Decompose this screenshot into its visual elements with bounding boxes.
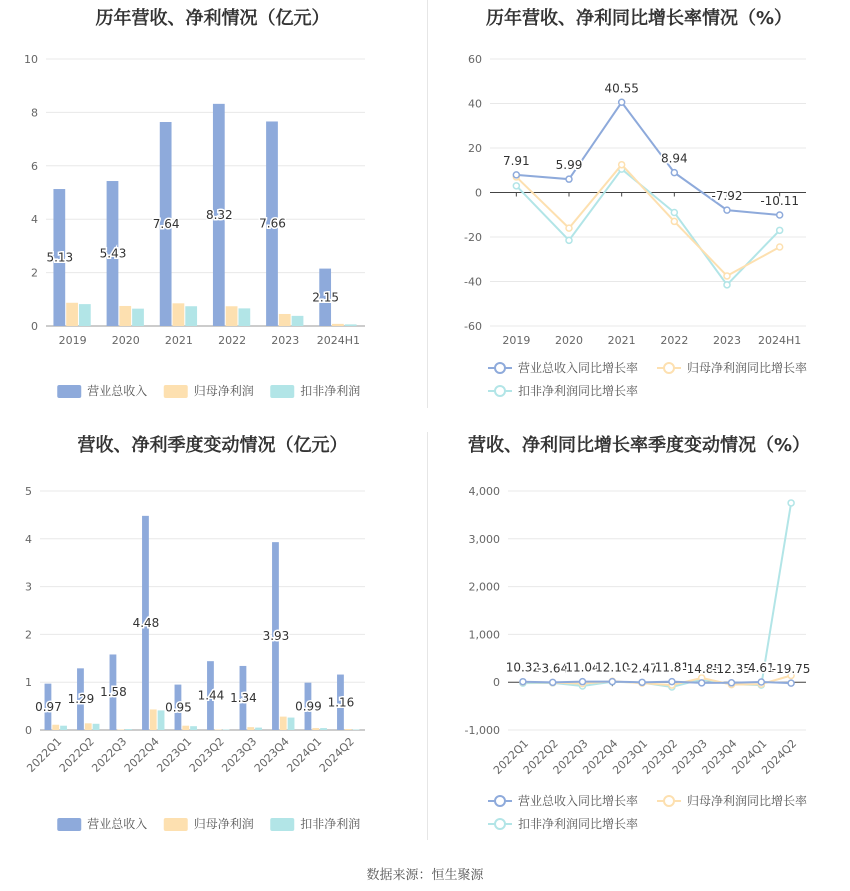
data-label: 8.32 [205,207,233,222]
bar-deducted [185,306,197,326]
bar-deducted [79,304,91,326]
bar-deducted [158,710,165,730]
series-line [523,503,791,687]
bar-deducted [93,724,100,730]
chart-title: 历年营收、净利情况（亿元） [95,8,330,29]
annual-growth-chart [428,0,850,420]
y-tick-label: 6 [31,159,38,173]
data-point [639,679,645,685]
x-tick-label: 2022Q2 [56,734,97,775]
chart-title: 营收、净利同比增长率季度变动情况（%） [467,435,811,456]
x-tick-label: 2022Q4 [121,734,162,775]
legend-label: 归母净利润同比增长率 [687,794,808,808]
legend-swatch [57,385,81,398]
data-point [580,679,586,685]
data-label: 1.29 [67,692,95,707]
bar-netprofit [215,730,222,731]
x-tick-label: 2023Q1 [610,736,651,777]
data-label: 3.93 [262,629,290,644]
x-tick-label: 2023 [713,334,741,347]
data-point [619,162,625,168]
x-tick-label: 2022Q3 [550,736,591,777]
legend-label: 归母净利润同比增长率 [687,361,808,375]
quarterly-bar-chart [0,425,425,845]
x-tick-label: 2024Q1 [729,736,770,777]
quarterly-growth-panel [428,425,850,845]
data-label: 4.61 [747,660,775,675]
data-label: 11.81 [654,660,690,675]
bar-netprofit [85,723,92,730]
data-label: 0.99 [295,699,322,714]
data-label: 12.10 [595,660,630,675]
legend-label: 归母净利润 [193,384,254,398]
y-tick-label: 2 [25,628,32,642]
legend-label: 扣非净利润同比增长率 [518,384,639,398]
data-label: 0.97 [35,699,62,714]
data-source: 数据来源：恒生聚源 [366,868,484,883]
x-tick-label: 2019 [502,334,531,347]
bar-deducted [132,309,144,326]
data-point [566,176,572,182]
bar-deducted [353,730,360,731]
data-point [566,237,572,243]
data-label: 7.91 [502,153,530,168]
legend-swatch [164,818,188,831]
series-line [516,169,779,285]
x-tick-label: 2022Q2 [520,736,561,777]
bar-deducted [288,718,295,730]
data-label: 4.48 [132,615,160,630]
bar-netprofit [332,324,344,326]
legend-label: 归母净利润 [193,817,254,831]
x-tick-label: 2024H1 [316,334,361,347]
legend-label: 营业总收入同比增长率 [518,361,639,375]
data-label: -7.92 [711,189,743,204]
x-tick-label: 2024Q2 [759,736,800,777]
bar-deducted [255,728,262,730]
y-tick-label: 0 [493,676,500,690]
x-tick-label: 2024H1 [758,334,802,347]
x-tick-label: 2022 [660,334,689,347]
bar-deducted [238,308,250,326]
bar-deducted [320,728,327,730]
y-tick-label: 0 [25,724,32,737]
y-tick-label: 20 [468,142,482,155]
data-label: 5.13 [46,250,74,265]
x-tick-label: 2023Q3 [669,736,710,777]
y-tick-label: 1,000 [468,628,500,642]
legend-swatch [664,363,674,373]
data-point [566,225,572,231]
y-tick-label: 3,000 [468,532,500,546]
bar-netprofit [312,728,319,730]
x-tick-label: 2022Q3 [89,734,130,775]
data-label: -10.11 [760,193,800,208]
x-tick-label: 2023Q4 [699,736,740,777]
legend-swatch [664,796,674,806]
y-tick-label: 40 [468,97,482,111]
x-tick-label: 2024Q2 [316,734,357,775]
data-label: 40.55 [604,81,639,96]
legend-label: 扣非净利润 [300,384,361,398]
x-tick-label: 2019 [58,334,87,347]
data-point [671,170,677,176]
bar-deducted [292,316,304,326]
x-tick-label: 2023 [271,334,300,347]
data-point [724,207,730,213]
data-label: 11.04 [565,660,600,675]
bar-netprofit [182,726,189,730]
chart-title: 营收、净利季度变动情况（亿元） [77,435,348,456]
x-tick-label: 2022 [218,334,247,347]
annual-bar-panel [0,0,425,420]
legend-label: 营业总收入 [87,384,148,398]
x-tick-label: 2020 [555,334,583,347]
x-tick-label: 2023Q3 [219,734,260,775]
bar-netprofit [345,729,352,730]
chart-title: 历年营收、净利同比增长率情况（%） [485,8,793,29]
legend-swatch [495,819,505,829]
data-label: 5.99 [555,158,583,173]
legend-swatch [57,818,81,831]
y-tick-label: 4 [25,532,32,546]
data-point [520,679,526,685]
data-point [671,218,677,224]
data-label: -19.75 [771,662,811,677]
data-point [669,679,675,685]
legend-label: 营业总收入 [87,817,148,831]
legend-swatch [495,363,505,373]
data-point [758,679,764,685]
data-label: 7.64 [152,217,180,232]
x-tick-label: 2023Q2 [186,734,227,775]
data-label: -14.85 [682,661,722,676]
quarterly-bar-panel [0,425,425,845]
legend-swatch [270,818,294,831]
series-line [523,676,791,686]
y-tick-label: 10 [24,53,38,66]
legend-label: 营业总收入同比增长率 [518,794,639,808]
bar-netprofit [150,709,157,730]
bar-netprofit [226,306,238,326]
bar-deducted [345,324,357,326]
y-tick-label: -20 [464,231,482,244]
data-label: 10.32 [505,660,541,675]
bar-netprofit [66,303,78,326]
data-point [777,212,783,218]
y-tick-label: 0 [31,320,38,333]
x-tick-label: 2023Q2 [639,736,681,777]
data-point [729,680,735,686]
bar-netprofit [173,303,185,326]
x-tick-label: 2023Q4 [251,734,292,775]
series-line [516,165,779,276]
data-point [550,679,556,685]
data-point [619,99,625,105]
y-tick-label: -1,000 [464,724,500,737]
series-line [523,682,791,684]
data-label: 7.66 [259,216,286,231]
bar-netprofit [279,314,291,326]
bar-netprofit [247,727,254,730]
y-tick-label: 5 [25,485,32,498]
bar-deducted [190,726,197,730]
legend-swatch [270,385,294,398]
data-label: 1.34 [230,690,257,705]
bar-deducted [60,726,67,730]
data-label: -12.35 [712,661,751,676]
y-tick-label: 2 [31,266,38,280]
bar-deducted [223,730,230,731]
legend-swatch [164,385,188,398]
y-tick-label: 4 [31,213,38,227]
data-point [609,679,615,685]
bar-netprofit [119,306,131,326]
legend-label: 扣非净利润同比增长率 [518,817,639,831]
legend-label: 扣非净利润 [300,817,361,831]
data-label: -3.64 [537,661,569,676]
data-point [513,183,519,189]
data-point [513,172,519,178]
data-label: 1.16 [327,695,355,710]
y-tick-label: 60 [468,53,482,66]
x-tick-label: 2022Q1 [490,736,532,777]
bar-netprofit [280,717,287,730]
data-label: 2.15 [312,290,340,305]
y-tick-label: 8 [31,106,38,120]
y-tick-label: -60 [464,320,482,333]
annual-growth-panel [428,0,850,420]
quarterly-growth-chart [428,425,850,845]
y-tick-label: -40 [464,275,482,289]
y-tick-label: 1 [25,676,32,690]
data-label: 0.95 [165,700,192,715]
annual-bar-chart [0,0,425,420]
data-label: 8.94 [660,151,688,166]
data-point [788,500,794,506]
y-tick-label: 4,000 [468,485,500,498]
data-point [788,680,794,686]
data-point [724,282,730,288]
data-point [777,244,783,250]
data-point [777,227,783,233]
y-tick-label: 0 [475,186,482,200]
bar-netprofit [117,730,124,731]
data-point [724,273,730,279]
legend-swatch [495,386,505,396]
data-point [671,210,677,216]
x-tick-label: 2021 [164,334,193,347]
x-tick-label: 2020 [111,334,140,347]
bar-netprofit [52,725,59,730]
y-tick-label: 2,000 [468,580,500,594]
legend-swatch [495,796,505,806]
data-label: 1.44 [197,688,225,703]
x-tick-label: 2022Q4 [580,736,621,777]
x-tick-label: 2023Q1 [154,734,195,775]
x-tick-label: 2021 [607,334,636,347]
data-label: 1.58 [100,685,127,700]
x-tick-label: 2024Q1 [284,734,325,775]
data-point [699,680,705,686]
bar-deducted [125,729,132,730]
x-tick-label: 2022Q1 [24,734,65,775]
data-label: -2.47 [626,661,658,676]
y-tick-label: 3 [25,580,32,594]
data-label: 5.43 [99,246,127,261]
